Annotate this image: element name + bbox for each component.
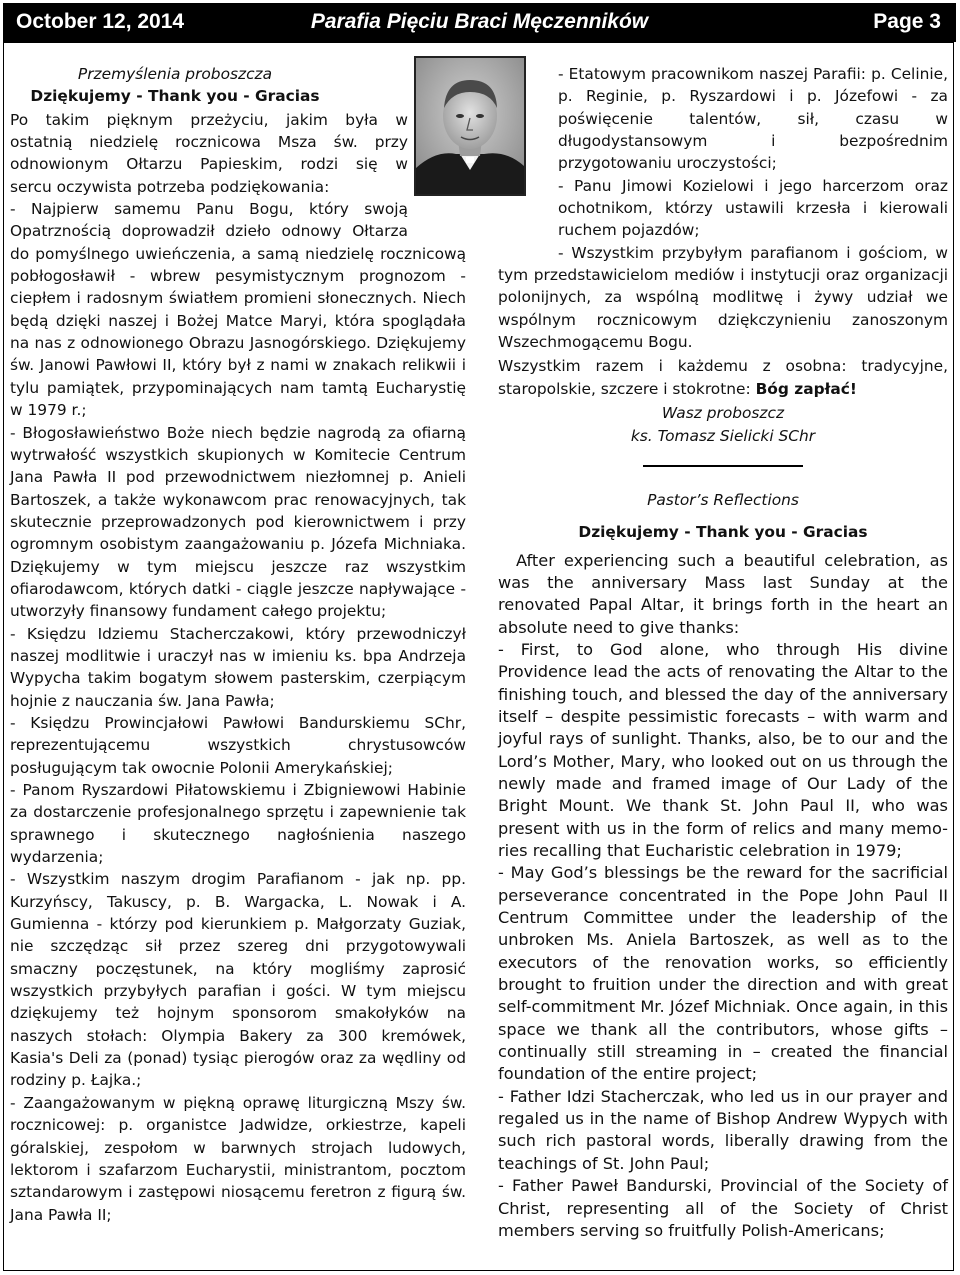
parish-name: Parafia Pięciu Braci Męczenników — [310, 10, 649, 33]
english-paragraph-5: - Father Paweł Bandurski, Provincial of the Society of Christ, representing all of the Society of Christ members serving so fruitfully Polish-Americans; — [498, 1176, 948, 1240]
polish-intro-line-6: Opatrznością doprowadził dzieło odnowy Ołtarza — [10, 222, 408, 241]
right-column — [498, 63, 948, 1242]
polish-paragraph-1: do pomyślnego uwieńczenia, a samą niedzielę rocznicową pobłogosławił - wbrew pesymistycznym prognozom - ciepłem i radosnym światłem promieni słonecznych. Niech będą dzięki naszej i Bożej Matce Maryi, która spoglądała na nas z odnowionego Obrazu Jasnogórskiego. Dziękujemy św. Janowi Pawłowi II, który był z nami w znakach relikwii i tylu pamiątek, przypominających nam tamtą Eucharystię w 1979 r.; — [10, 244, 466, 420]
polish-column — [10, 63, 466, 1226]
polish-paragraph-3: - Księdzu Idziemu Stacherczakowi, który przewodniczył naszej modlitwie i uraczył nas w imieniu ks. bpa Andrzeja Wypycha takim bogatym słowem pasterskim, czerpiącym hojnie z nauczania św. Jana Pawła; — [10, 624, 466, 710]
polish-cont-paragraph-3: - Wszystkim przybyłym parafianom i gościom, w tym przedstawicielom mediów i instytucji oraz organizacji polonijnych, za wspólną modlitwę i żywy udział we wspólnym rocznicowym dziękczynieniu zanoszonym Wszechmogącemu Bogu. — [498, 243, 948, 352]
english-paragraph-1: After experiencing such a beautiful celebration, as was the anniversary Mass last Sunday at the renovated Papal Altar, it brings forth in the heart an absolute need to give thanks: — [498, 550, 948, 637]
polish-intro-line-5: - Najpierw samemu Panu Bogu, który swoją — [10, 200, 408, 219]
polish-paragraph-2: - Błogosławieństwo Boże niech będzie nagrodą za ofiarną wytrwałość wszystkich skupionych w Komitecie Centrum Jana Pawła II pod przewodnictwem niezłomnej p. Anieli Bartoszek, a także wykonawcom prac renowacyjnych, tak skutecznie przeprowadzonych pod kierownictwem i przy ogromnym osobistym zaangażowaniu p. Józefa Michniaka. Dziękujemy w tym miejscu jeszcze raz wszystkim ofiarodawcom, których datki - ciągle jeszcze napływające - utworzyły finansowy fundament całego projektu; — [10, 423, 466, 621]
polish-closing-bold: Bóg zapłać! — [755, 379, 857, 398]
polish-intro-line-4: sercu oczywista potrzeba podziękowania: — [10, 177, 330, 196]
page-number: Page 3 — [873, 10, 941, 33]
polish-paragraph-7: - Zaangażowanym w piękną oprawę liturgiczną Mszy św. rocznicowej: p. organistce Jadwidze, orkiestrze, kapeli góralskiej, zespołom w barwnych strojach ludowych, lektorom i szafarzom Eucharystii, ministrantom, pocztom sztandarowym i zastępowi niosącemu feretron z figurą św. Jana Pawła II; — [10, 1093, 466, 1224]
polish-heading: Dziękujemy - Thank you - Gracias — [30, 87, 320, 106]
section-divider — [643, 465, 803, 467]
polish-kicker: Przemyślenia proboszcza — [77, 65, 273, 83]
english-paragraph-3: - May God’s blessings be the reward for the sacrificial perseverance concentrated in the Pope John Paul II Centrum Committee under the leadership of the unbroken Ms. Aniela Bartoszek, as well as to the executors of the renovation works, so efficiently brought to fruition under the direction and with great self-commitment Mr. Józef Michniak. Once again, in this space we thank all the contributors, whose gifts – continually still streaming in – created the financial foundation of the entire project; — [498, 863, 948, 1084]
english-paragraph-2: - First, to God alone, who through His divine Providence lead the acts of renovating the Altar to the finishing touch, and blessed the day of the anniversary itself – despite pessimistic forecasts – with warm and joyful rays of sunlight. Thanks, also, be to our and the Lord’s Mother, Mary, who looked out on us through the newly made and framed image of Our Lady of the Bright Mount. We thank St. John Paul II, who was present with us in the form of relics and many memo-ries recalling that Eucharistic celebration in 1979; — [498, 639, 948, 860]
page-header — [3, 3, 956, 42]
pastor-signature-name: ks. Tomasz Sielicki SChr — [630, 426, 816, 445]
english-paragraph-4: - Father Idzi Stacherczak, who led us in our prayer and regaled us in the name of Bishop Andrew Wypych with such rich pastoral words, liberally drawing from the teachings of St. John Paul; — [498, 1086, 948, 1173]
polish-closing-text: Wszystkim razem i każdemu z osobna: tradycyjne, staropolskie, szczere i stokrotne: — [498, 357, 948, 398]
polish-paragraph-4: - Księdzu Prowincjałowi Pawłowi Bandurskiemu SChr, reprezentującemu wszystkich chrystusowców posługującym tak owocnie Polonii Amerykańskiej; — [10, 713, 466, 777]
english-kicker: Pastor’s Reflections — [647, 490, 799, 509]
polish-paragraph-6: - Wszystkim naszym drogim Parafianom - jak np. pp. Kurzyńscy, Takuscy, p. B. Wargacka, L. Nowak i A. Gumienna - którzy pod kierunkiem p. Małgorzaty Guziak, nie szczędząc sił przez szereg dni przygotowywali smaczny poczęstunek, na który mogliśmy zaprosić wszystkich przybyłych parafian i gości. W tym miejscu dziękujemy też hojnym sponsorom smakołyków na naszych stołach: Olympia Bakery za 300 kremówek, Kasia's Deli za (ponad) tysiąc pierogów oraz za wędliny od rodziny p. Łajka.; — [10, 870, 466, 1090]
english-heading: Dziękujemy - Thank you - Gracias — [578, 523, 868, 542]
polish-intro-line-1: Po takim pięknym przeżyciu, jakim była w — [10, 110, 408, 129]
pastor-signature-title: Wasz proboszcz — [661, 404, 785, 423]
polish-paragraph-5: - Panom Ryszardowi Piłatowskiemu i Zbigniewowi Habinie za dostarczenie profesjonalnego sprzętu i zapewnienie tak sprawnego i skutecznego nagłośnienia naszego wydarzenia; — [10, 781, 466, 867]
polish-cont-paragraph-2: - Panu Jimowi Kozielowi i jego harcerzom oraz ochotnikom, którzy ustawili krzesła i kierowali ruchem pojazdów; — [558, 176, 948, 240]
issue-date: October 12, 2014 — [16, 10, 185, 33]
polish-closing — [498, 355, 948, 400]
polish-intro — [10, 109, 408, 221]
polish-cont-paragraph-1: - Etatowym pracownikom naszej Parafii: p. Celinie, p. Reginie, p. Ryszardowi i p. Józefowi - za poświęcenie talentów, sił, czasu w długodystansowym i bezpośrednim przygotowaniu uroczystości; — [558, 65, 948, 173]
polish-intro-line-3: odnowionym Ołtarzu Papieskim, rodzi się w — [10, 155, 408, 174]
polish-intro-line-2: ostatnią niedzielę rocznicowa Msza św. przy — [10, 133, 408, 152]
